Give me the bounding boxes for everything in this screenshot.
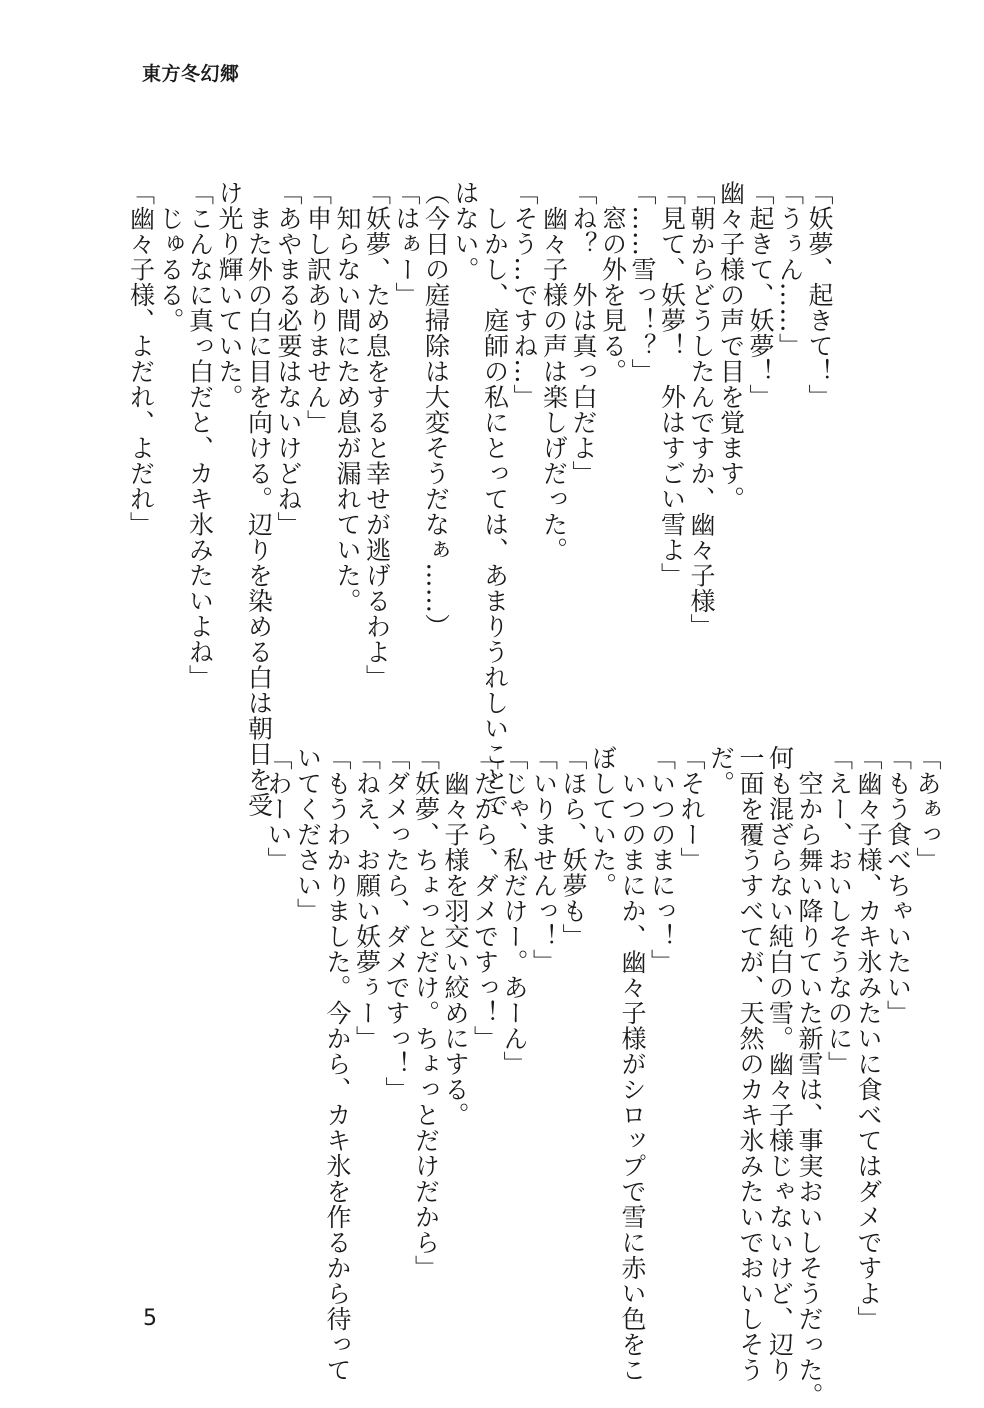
text-line: 「あやまる必要はないけどね」 [274,180,303,537]
text-line: 「朝からどうしたんですか、幽々子様」 [687,180,716,639]
text-line: 「こんなに真っ白だと、カキ氷みたいよね」 [185,180,215,690]
text-line: 幽々子様を羽交い絞めにする。 [441,745,470,1128]
text-line: いつのまにか、幽々子様がシロップで雪に赤い色をこ [618,745,647,1383]
text-line: 「ねえ、お願い妖夢ぅー」 [352,745,382,1051]
text-line: はない。 [451,180,480,282]
text-line: しかし、庭師の私にとっては、あまりうれしいことで [480,180,510,818]
text-line: 「あぁっ」 [913,745,942,873]
page-number: 5 [143,1306,157,1331]
text-line: 「幽々子様、カキ氷みたいに食べてはダメですよ」 [854,745,883,1332]
text-line: じゅるる。 [156,180,185,333]
text-line: 「起きて、妖夢！」 [746,180,775,410]
text-line: 知らない間にため息が漏れていた。 [333,180,362,614]
text-line: 「いつのまにっ！」 [647,745,677,975]
text-line: だ。 [706,745,736,796]
text-line: 「はぁー」 [392,180,421,308]
text-line: 「ほら、妖夢も」 [559,745,588,949]
text-line: 「ダメったら、ダメですっ！」 [382,745,411,1102]
text-line: 「そう…ですね…」 [510,180,539,410]
book-title: 東方冬幻郷 [142,63,240,85]
text-line: （今日の庭掃除は大変そうだなぁ……） [421,180,451,639]
text-line: 「それー」 [677,745,706,873]
lower-text-block [264,745,943,1408]
text-line: 「もうわかりました。今から、カキ氷を作るから待って [323,745,352,1383]
text-line: 空から舞い降りていた新雪は、事実おいしそうだった。 [795,745,824,1408]
text-line: 窓の外を見る。 [598,180,628,384]
text-line: 「ね？ 外は真っ白だよ」 [569,180,598,486]
text-line: 幽々子様の声で目を覚ます。 [716,180,746,512]
text-line: 「妖夢、起きて！」 [805,180,834,410]
text-line: 「えー、おいしそうなのに」 [824,745,854,1077]
text-line: 「だから、ダメですっ！」 [470,745,500,1051]
text-line: また外の白に目を向ける。辺りを染める白は朝日を受 [244,180,274,818]
text-line: 「じゃ、私だけー。あーん」 [500,745,529,1077]
text-line: け光り輝いていた。 [215,180,244,410]
text-line: 何も混ざらない純白の雪。幽々子様じゃないけど、辺り [765,745,795,1383]
text-line: 「幽々子様、よだれ、よだれ」 [126,180,156,537]
text-line: 「うぅん……」 [775,180,805,359]
text-line: 「もう食べちゃいたい」 [883,745,913,1026]
text-line: 「いりませんっ！」 [529,745,559,975]
text-line: 「……雪っ！？」 [628,180,657,384]
text-line: いてください」 [293,745,323,924]
text-line: 幽々子様の声は楽しげだった。 [539,180,569,563]
text-line: ぼしていた。 [588,745,618,898]
text-line: 「妖夢、ため息をすると幸せが逃げるわよ」 [362,180,392,690]
text-line: 「わーい」 [264,745,293,873]
text-line: 「申し訳ありません」 [303,180,333,435]
text-line: 「妖夢、ちょっとだけ。ちょっとだけだから」 [411,745,441,1281]
text-line: 一面を覆うすべてが、天然のカキ氷みたいでおいしそう [736,745,765,1383]
text-line: 「見て、妖夢！ 外はすごい雪よ」 [657,180,687,588]
